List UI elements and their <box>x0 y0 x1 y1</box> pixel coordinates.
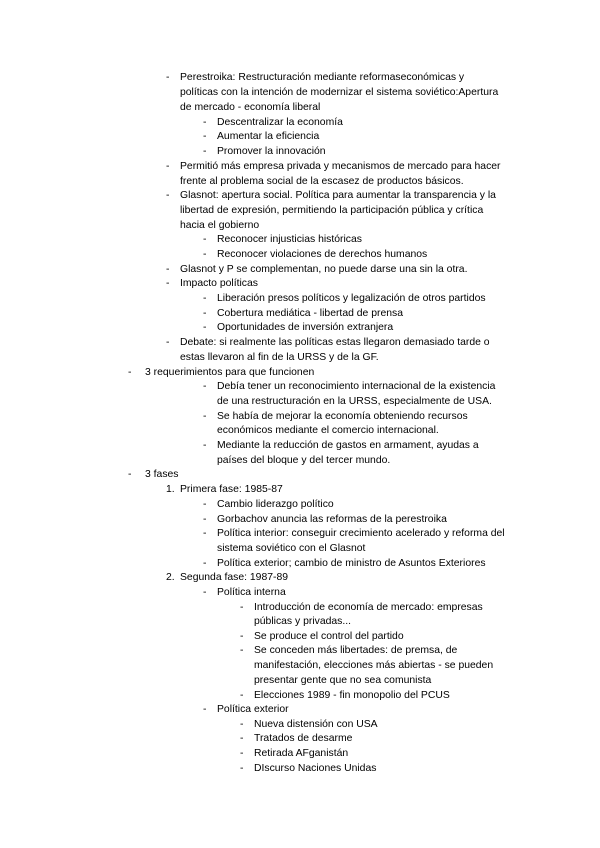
text-line: Permitió más empresa privada y mecanismos de mercado para hacer <box>180 161 501 172</box>
text-line: países del bloque y del tercer mundo. <box>217 455 391 466</box>
text-line: Gorbachov anuncia las reformas de la perestroika <box>217 514 447 525</box>
bullet-dash: - <box>203 528 207 539</box>
bullet-dash: - <box>203 249 207 260</box>
text-line: Descentralizar la economía <box>217 117 343 128</box>
text-line: Perestroika: Restructuración mediante reformaseconómicas y <box>180 72 465 83</box>
list-number: 2. <box>166 572 175 583</box>
list-number: 1. <box>166 484 175 495</box>
text-line: políticas con la intención de modernizar el sistema soviético:Apertura <box>180 87 499 98</box>
text-line: Impacto políticas <box>180 278 258 289</box>
text-line: frente al problema social de la escasez de productos básicos. <box>180 176 464 187</box>
text-line: Aumentar la eficiencia <box>217 131 320 142</box>
text-line: 3 fases <box>145 469 179 480</box>
bullet-dash: - <box>240 690 244 701</box>
bullet-dash: - <box>203 499 207 510</box>
bullet-dash: - <box>203 117 207 128</box>
text-line: DIscurso Naciones Unidas <box>254 763 377 774</box>
text-line: Cobertura mediática - libertad de prensa <box>217 308 403 319</box>
text-line: Se produce el control del partido <box>254 631 404 642</box>
text-line: Reconocer injusticias históricas <box>217 234 362 245</box>
bullet-dash: - <box>203 131 207 142</box>
text-line: Primera fase: 1985-87 <box>180 484 283 495</box>
bullet-dash: - <box>203 293 207 304</box>
text-line: Política exterior <box>217 704 289 715</box>
bullet-dash: - <box>166 190 170 201</box>
text-line: 3 requerimientos para que funcionen <box>145 367 315 378</box>
text-line: Liberación presos políticos y legalización de otros partidos <box>217 293 486 304</box>
bullet-dash: - <box>203 440 207 451</box>
text-line: hacia el gobierno <box>180 220 260 231</box>
text-line: Promover la innovación <box>217 146 326 157</box>
bullet-dash: - <box>240 733 244 744</box>
bullet-dash: - <box>166 72 170 83</box>
bullet-dash: - <box>166 337 170 348</box>
text-line: Se conceden más libertades: de premsa, de <box>254 645 458 656</box>
bullet-dash: - <box>203 381 207 392</box>
text-line: Reconocer violaciones de derechos humanos <box>217 249 428 260</box>
text-line: Política interna <box>217 587 286 598</box>
bullet-dash: - <box>128 469 132 480</box>
bullet-dash: - <box>203 704 207 715</box>
text-line: Glasnot y P se complementan, no puede darse una sin la otra. <box>180 264 468 275</box>
text-line: de una restructuración en la URSS, especialmente de USA. <box>217 396 492 407</box>
text-line: Política exterior; cambio de ministro de Asuntos Exteriores <box>217 558 486 569</box>
text-line: Cambio liderazgo político <box>217 499 334 510</box>
bullet-dash: - <box>203 308 207 319</box>
bullet-dash: - <box>166 161 170 172</box>
text-line: manifestación, elecciones más abiertas - se pueden <box>254 660 494 671</box>
bullet-dash: - <box>240 602 244 613</box>
text-line: sistema soviético con el Glasnot <box>217 543 366 554</box>
bullet-dash: - <box>203 514 207 525</box>
text-line: Introducción de economía de mercado: empresas <box>254 602 483 613</box>
bullet-dash: - <box>240 763 244 774</box>
text-line: públicas y privadas... <box>254 616 352 627</box>
text-line: Tratados de desarme <box>254 733 353 744</box>
text-line: económicos mediante el comercio internacional. <box>217 425 439 436</box>
text-line: Segunda fase: 1987-89 <box>180 572 289 583</box>
bullet-dash: - <box>203 411 207 422</box>
bullet-dash: - <box>166 264 170 275</box>
bullet-dash: - <box>240 719 244 730</box>
bullet-dash: - <box>240 748 244 759</box>
bullet-dash: - <box>240 631 244 642</box>
text-line: Oportunidades de inversión extranjera <box>217 322 394 333</box>
text-line: libertad de expresión, permitiendo la participación pública y crítica <box>180 205 484 216</box>
text-line: estas llevaron al fin de la URSS y de la GF. <box>180 352 379 363</box>
text-line: Nueva distensión con USA <box>254 719 378 730</box>
text-line: Política interior: conseguir crecimiento acelerado y reforma del <box>217 528 505 539</box>
text-line: Glasnot: apertura social. Política para aumentar la transparencia y la <box>180 190 496 201</box>
text-line: Retirada AFganistán <box>254 748 349 759</box>
bullet-dash: - <box>203 146 207 157</box>
bullet-dash: - <box>203 322 207 333</box>
bullet-dash: - <box>166 278 170 289</box>
text-line: Elecciones 1989 - fin monopolio del PCUS <box>254 690 450 701</box>
text-line: Se había de mejorar la economía obteniendo recursos <box>217 411 468 422</box>
bullet-dash: - <box>203 558 207 569</box>
bullet-dash: - <box>203 234 207 245</box>
text-line: Mediante la reducción de gastos en armament, ayudas a <box>217 440 479 451</box>
text-line: de mercado - economía liberal <box>180 102 321 113</box>
bullet-dash: - <box>128 367 132 378</box>
bullet-dash: - <box>203 587 207 598</box>
text-line: presentar gente que no sea comunista <box>254 675 432 686</box>
text-line: Debía tener un reconocimiento internacional de la existencia <box>217 381 496 392</box>
text-line: Debate: si realmente las políticas estas llegaron demasiado tarde o <box>180 337 490 348</box>
bullet-dash: - <box>240 645 244 656</box>
